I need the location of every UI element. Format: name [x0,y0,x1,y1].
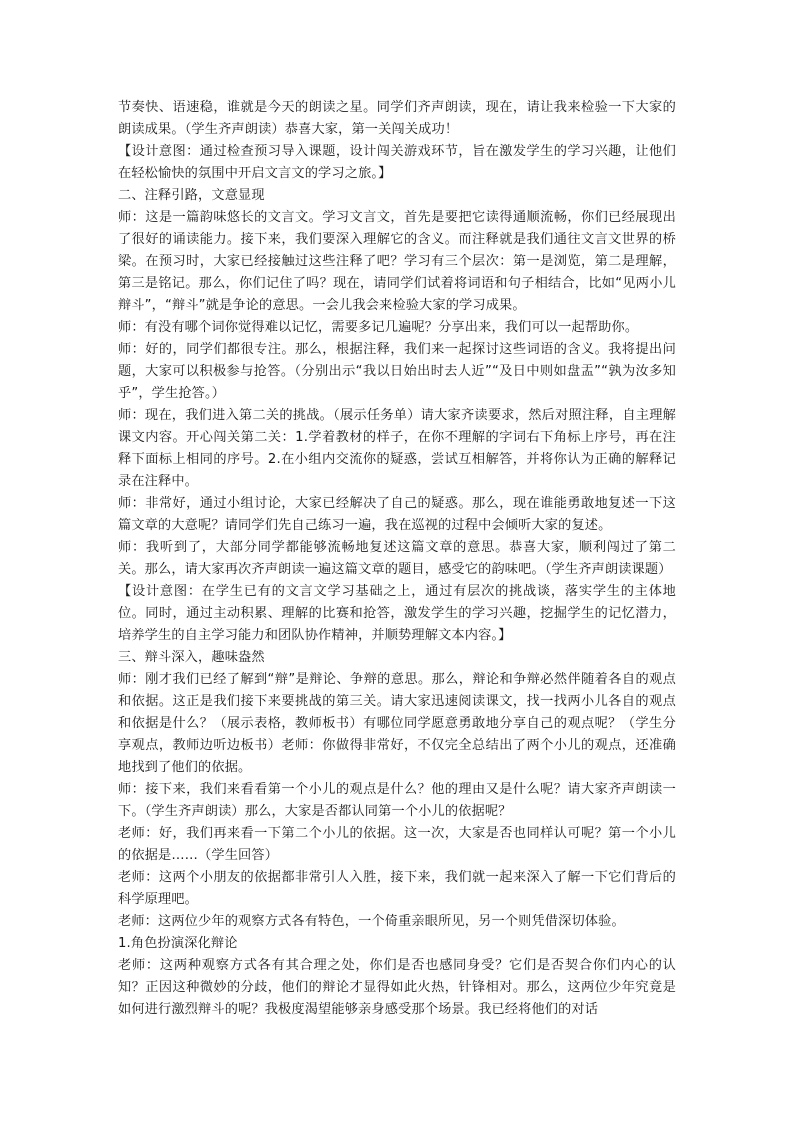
paragraph-design-intent-2: 【设计意图：在学生已有的文言文学习基础之上，通过有层次的挑战谈，落实学生的主体地位。同时，通过主动积累、理解的比赛和抢答，激发学生的学习兴趣，挖掘学生的记忆潜力，培养学生的自主学习能力和团队协作精神，并顺势理解文本内容。】 [118,584,676,643]
section-heading-3: 三、辩斗深入，趣味盎然 [118,650,265,665]
paragraph-reading-star: 节奏快、语速稳，谁就是今天的朗读之星。同学们齐声朗读，现在，请让我来检验一下大家的朗读成果。（学生齐声朗读）恭喜大家，第一关闯关成功！ [118,100,676,137]
paragraph-teacher-annotations: 师：这是一篇韵味悠长的文言文。学习文言文，首先是要把它读得通顺流畅，你们已经展现出了很好的诵读能力。接下来，我们要深入理解它的含义。而注释就是我们通往文言文世界的桥梁。在预习时，大家已经接触过这些注释了吧？学习有三个层次：第一是浏览，第二是理解，第三是铭记。那么，你们记住了吗？现在，请同学们试着将词语和句子相结合，比如“见两小儿辩斗”，“辩斗”就是争论的意思。一会儿我会来检验大家的学习成果。 [118,210,676,313]
paragraph-teacher-retell: 师：非常好，通过小组讨论，大家已经解决了自己的疑惑。那么，现在谁能勇敢地复述一下这篇文章的大意呢？请同学们先自己练习一遍，我在巡视的过程中会倾听大家的复述。 [118,496,676,533]
paragraph-teacher-observation: 老师：这两位少年的观察方式各有特色，一个倚重亲眼所见，另一个则凭借深切体验。 [118,914,625,929]
document-page [118,97,676,1021]
paragraph-teacher-science: 老师：这两个小朋友的依据都非常引人入胜，接下来，我们就一起来深入了解一下它们背后的科学原理吧。 [118,870,676,907]
paragraph-teacher-second-child: 老师：好，我们再来看一下第二个小儿的依据。这一次，大家是否也同样认可呢？第一个小儿的依据是……（学生回答） [118,826,676,863]
paragraph-teacher-role-play: 老师：这两种观察方式各有其合理之处，你们是否也感同身受？它们是否契合你们内心的认知？正因这种微妙的分歧，他们的辩论才显得如此火热，针锋相对。那么，这两位少年究竟是如何进行激烈辩斗的呢？我极度渴望能够亲身感受那个场景。我已经将他们的对话 [118,958,676,1017]
paragraph-teacher-quick-answer: 师：好的，同学们都很专注。那么，根据注释，我们来一起探讨这些词语的含义。我将提出问题，大家可以积极参与抢答。（分别出示“我以日始出时去人近”“及日中则如盘盂”“孰为汝多知乎”，学生抢答。） [118,342,676,401]
subheading-role-play: 1.角色扮演深化辩论 [118,936,238,951]
paragraph-teacher-pass-level-2: 师：我听到了，大部分同学都能够流畅地复述这篇文章的意思。恭喜大家，顺利闯过了第二关。那么，请大家再次齐声朗读一遍这篇文章的题目，感受它的韵味吧。（学生齐声朗读课题） [118,540,676,577]
paragraph-teacher-first-child: 师：接下来，我们来看看第一个小儿的观点是什么？他的理由又是什么呢？请大家齐声朗读一下。（学生齐声朗读）那么，大家是否都认同第一个小儿的依据呢？ [118,782,676,819]
paragraph-teacher-level-2: 师：现在，我们进入第二关的挑战。（展示任务单）请大家齐读要求，然后对照注释，自主理解课文内容。开心闯关第二关：1.学着教材的样子，在你不理解的字词右下角标上序号，再在注释下面标上相同的序号。2.在小组内交流你的疑惑，尝试互相解答，并将你认为正确的解释记录在注释中。 [118,408,676,489]
paragraph-teacher-debate: 师：刚才我们已经了解到“辩”是辩论、争辩的意思。那么，辩论和争辩必然伴随着各自的观点和依据。这正是我们接下来要挑战的第三关。请大家迅速阅读课文，找一找两小儿各自的观点和依据是什么？（展示表格，教师板书）有哪位同学愿意勇敢地分享自己的观点呢？（学生分享观点，教师边听边板书）老师：你做得非常好，不仅完全总结出了两个小儿的观点，还准确地找到了他们的依据。 [118,672,676,775]
section-heading-2: 二、注释引路，文意显现 [118,188,265,203]
paragraph-design-intent-1: 【设计意图：通过检查预习导入课题，设计闯关游戏环节，旨在激发学生的学习兴趣，让他们在轻松愉快的氛围中开启文言文的学习之旅。】 [118,144,676,181]
paragraph-teacher-hard-words: 师：有没有哪个词你觉得难以记忆，需要多记几遍呢？分享出来，我们可以一起帮助你。 [118,320,639,335]
